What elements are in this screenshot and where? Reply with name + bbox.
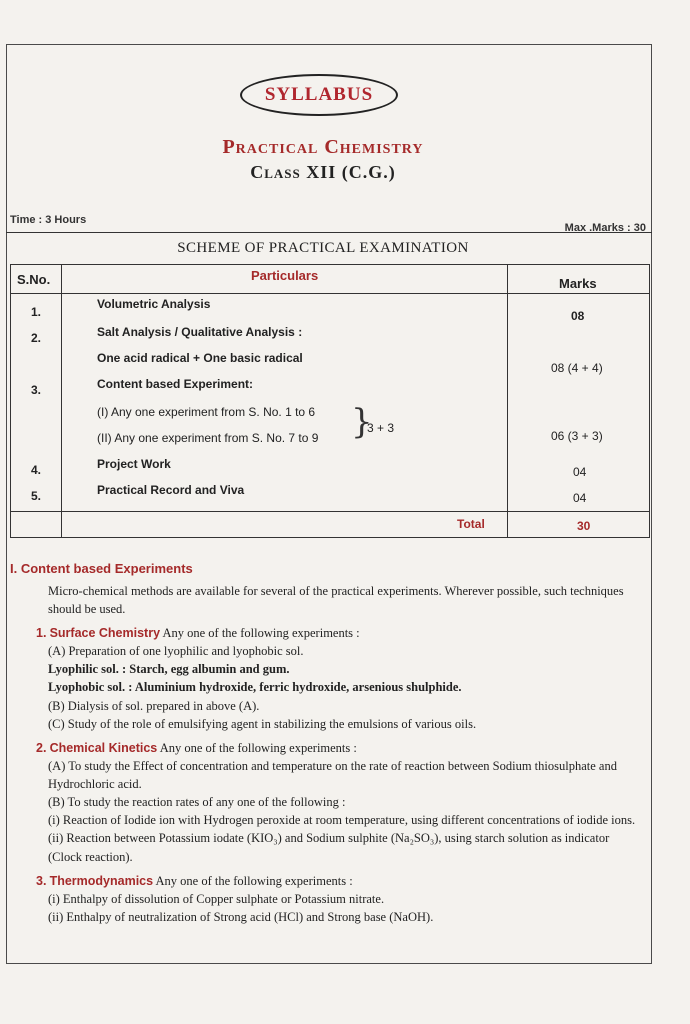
experiment-line: (i) Reaction of Iodide ion with Hydrogen peroxide at room temperature, using different concentrations of iodide ions. bbox=[48, 813, 636, 828]
experiment-line: (B) To study the reaction rates of any one of the following : bbox=[48, 795, 346, 810]
experiment-line: (B) Dialysis of sol. prepared in above (A). bbox=[48, 698, 260, 713]
col-header-sno: S.No. bbox=[17, 272, 51, 287]
experiment-name: Chemical Kinetics bbox=[49, 740, 158, 755]
experiment-desc: Any one of the following experiments : bbox=[159, 740, 357, 755]
experiment-number: 2. bbox=[36, 740, 47, 755]
row-particulars: (I) Any one experiment from S. No. 1 to 6 bbox=[97, 405, 316, 419]
col-header-marks: Marks bbox=[559, 276, 597, 291]
section-title: I. Content based Experiments bbox=[10, 561, 193, 576]
total-label: Total bbox=[457, 517, 485, 531]
row-marks: 08 bbox=[571, 309, 585, 323]
exam-scheme-table bbox=[10, 264, 650, 538]
row-particulars: Project Work bbox=[97, 457, 171, 471]
syllabus-badge: SYLLABUS bbox=[240, 74, 398, 116]
experiment-line: Lyophilic sol. : Starch, egg albumin and gum. bbox=[48, 662, 290, 677]
table-divider bbox=[507, 265, 508, 537]
experiment-name: Surface Chemistry bbox=[49, 626, 161, 641]
experiment-number: 3. bbox=[36, 873, 47, 888]
table-divider bbox=[61, 265, 62, 537]
row-marks: 04 bbox=[573, 491, 587, 505]
row-marks: 08 (4 + 4) bbox=[551, 361, 603, 375]
row-particulars: One acid radical + One basic radical bbox=[97, 351, 303, 365]
experiment-number: 1. bbox=[36, 626, 47, 641]
experiment-desc: Any one of the following experiments : bbox=[162, 626, 360, 641]
page-title: Practical Chemistry bbox=[222, 136, 424, 158]
row-particulars: Volumetric Analysis bbox=[97, 297, 211, 311]
experiment-line: (C) Study of the role of emulsifying agent in stabilizing the emulsions of various oils. bbox=[48, 716, 477, 731]
content-section bbox=[10, 560, 650, 926]
experiment-line: (ii) Reaction between Potassium iodate (KIO₃) and Sodium sulphite (Na₂SO₃), using starch solution as indicator (Clock reaction). bbox=[48, 831, 610, 864]
table-divider bbox=[11, 511, 649, 512]
experiment-line: (ii) Enthalpy of neutralization of Strong acid (HCl) and Strong base (NaOH). bbox=[48, 909, 434, 924]
scheme-title: SCHEME OF PRACTICAL EXAMINATION bbox=[177, 240, 469, 256]
brace-note: 3 + 3 bbox=[367, 421, 395, 435]
experiment-heading bbox=[10, 624, 650, 642]
experiment-heading bbox=[10, 739, 650, 757]
class-subtitle: Class XII (C.G.) bbox=[250, 162, 396, 182]
time-label: Time : 3 Hours bbox=[10, 214, 87, 226]
row-sno: 2. bbox=[31, 331, 42, 345]
row-sno: 1. bbox=[31, 305, 42, 319]
row-particulars: Salt Analysis / Qualitative Analysis : bbox=[97, 325, 303, 339]
row-marks: 04 bbox=[573, 465, 587, 479]
row-particulars: Practical Record and Viva bbox=[97, 483, 245, 497]
row-particulars: (II) Any one experiment from S. No. 7 to 9 bbox=[97, 431, 319, 445]
intro-paragraph: Micro-chemical methods are available for several of the practical experiments. Wherever possible, such techniques should be used. bbox=[48, 583, 624, 616]
row-particulars: Content based Experiment: bbox=[97, 377, 254, 391]
table-divider bbox=[11, 293, 649, 294]
experiment-line: Lyophobic sol. : Aluminium hydroxide, ferric hydroxide, arsenious shulphide. bbox=[48, 680, 462, 695]
row-sno: 3. bbox=[31, 383, 42, 397]
experiment-name: Thermodynamics bbox=[49, 873, 154, 888]
max-marks-label: Max .Marks : 30 bbox=[564, 222, 646, 234]
experiment-line: (i) Enthalpy of dissolution of Copper sulphate or Potassium nitrate. bbox=[48, 891, 385, 906]
row-sno: 5. bbox=[31, 489, 42, 503]
experiment-line: (A) Preparation of one lyophilic and lyophobic sol. bbox=[48, 644, 304, 659]
divider bbox=[6, 232, 652, 233]
col-header-particulars: Particulars bbox=[251, 268, 319, 283]
total-value: 30 bbox=[577, 519, 591, 533]
experiment-line: (A) To study the Effect of concentration and temperature on the rate of reaction between Sodium thiosulphate and Hydrochloric acid. bbox=[48, 758, 617, 792]
row-marks: 06 (3 + 3) bbox=[551, 429, 603, 443]
experiment-heading bbox=[10, 872, 650, 890]
experiment-desc: Any one of the following experiments : bbox=[155, 873, 353, 888]
brace-icon: } bbox=[351, 402, 373, 442]
row-sno: 4. bbox=[31, 463, 42, 477]
